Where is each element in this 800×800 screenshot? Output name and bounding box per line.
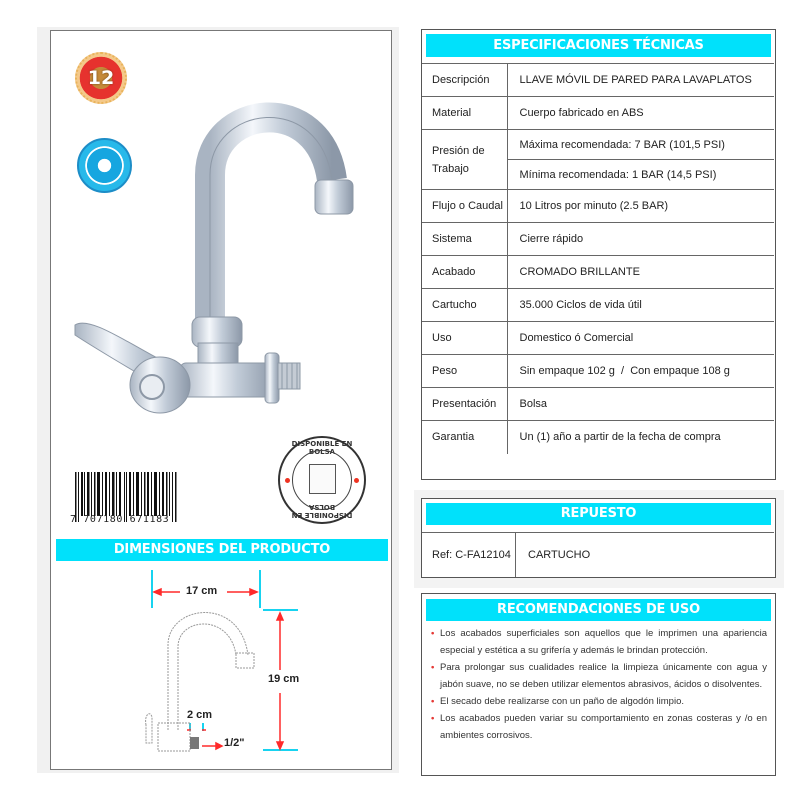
table-row <box>422 388 774 421</box>
spec-value: Un (1) año a partir de la fecha de compra <box>507 421 774 454</box>
spec-label: Flujo o Caudal <box>422 190 507 223</box>
spec-label: Acabado <box>422 256 507 289</box>
spec-label: Descripción <box>422 64 507 97</box>
spec-value: 10 Litros por minuto (2.5 BAR) <box>507 190 774 223</box>
table-row <box>422 289 774 322</box>
recommendations-list <box>422 621 775 744</box>
list-item: • Los acabados superficiales son aquellos que le imprimen una apariencia especial y estética a su grifería y además le brindan protección. <box>432 625 767 659</box>
spec-label: Presentación <box>422 388 507 421</box>
repuesto-ref: Ref: C-FA12104 <box>422 533 516 577</box>
spec-label: Garantia <box>422 421 507 454</box>
table-row <box>422 355 774 388</box>
repuesto-header: REPUESTO <box>426 503 771 525</box>
warranty-months: 12 <box>87 67 115 89</box>
table-row <box>422 97 774 130</box>
faucet-product-image <box>70 85 370 415</box>
spec-value: Mínima recomendada: 1 BAR (14,5 PSI) <box>507 160 774 190</box>
spec-label: Uso <box>422 322 507 355</box>
repuesto-panel <box>421 498 776 578</box>
list-item: • Los acabados pueden variar su comportamiento en zonas costeras y /o en ambientes corrosivos. <box>432 710 767 744</box>
spec-value: 35.000 Ciclos de vida útil <box>507 289 774 322</box>
spec-value: CROMADO BRILLANTE <box>507 256 774 289</box>
spec-label: Cartucho <box>422 289 507 322</box>
barcode-number: 7 707180 671183 <box>70 514 170 525</box>
list-item: • El secado debe realizarse con un paño de algodón limpio. <box>432 693 767 710</box>
specs-header: ESPECIFICACIONES TÉCNICAS <box>426 34 771 57</box>
table-row <box>422 64 774 97</box>
dimension-height-label: 19 cm <box>268 673 300 685</box>
technical-specs-panel <box>421 29 776 480</box>
spec-label: Sistema <box>422 223 507 256</box>
dimensions-header: DIMENSIONES DEL PRODUCTO <box>56 539 388 561</box>
specs-table <box>422 63 774 454</box>
spec-label: Peso <box>422 355 507 388</box>
stamp-bottom-text: DISPONIBLE EN BOLSA <box>291 503 353 519</box>
dimension-thread-label: 1/2" <box>224 737 245 749</box>
spec-value: LLAVE MÓVIL DE PARED PARA LAVAPLATOS <box>507 64 774 97</box>
table-row <box>422 190 774 223</box>
table-row <box>422 130 774 160</box>
repuesto-item: CARTUCHO <box>528 549 591 561</box>
spec-label: Presión de Trabajo <box>422 130 507 190</box>
recommendations-header: RECOMENDACIONES DE USO <box>426 599 771 621</box>
spec-value: Máxima recomendada: 7 BAR (101,5 PSI) <box>507 130 774 160</box>
dimension-depth-label: 2 cm <box>187 709 213 721</box>
stamp-dot-left <box>285 478 290 483</box>
table-row <box>422 322 774 355</box>
stamp-top-text: DISPONIBLE EN BOLSA <box>291 440 353 456</box>
spec-value: Domestico ó Comercial <box>507 322 774 355</box>
dimension-width-label: 17 cm <box>186 585 218 597</box>
bag-icon <box>309 464 336 494</box>
spec-label: Material <box>422 97 507 130</box>
list-item: • Para prolongar sus cualidades realice la limpieza únicamente con agua y jabón suave, no se deben utilizar elementos abrasivos, ácidos o disolventes. <box>432 659 767 693</box>
spec-value: Cuerpo fabricado en ABS <box>507 97 774 130</box>
spec-value: Bolsa <box>507 388 774 421</box>
recommendations-panel <box>421 593 776 776</box>
table-row <box>422 421 774 454</box>
spec-value: Cierre rápido <box>507 223 774 256</box>
dimensions-diagram <box>130 565 330 755</box>
table-row <box>422 256 774 289</box>
table-row <box>422 532 774 577</box>
stamp-dot-right <box>354 478 359 483</box>
available-in-bag-stamp <box>278 436 366 524</box>
spec-value: Sin empaque 102 g / Con empaque 108 g <box>507 355 774 388</box>
table-row <box>422 223 774 256</box>
